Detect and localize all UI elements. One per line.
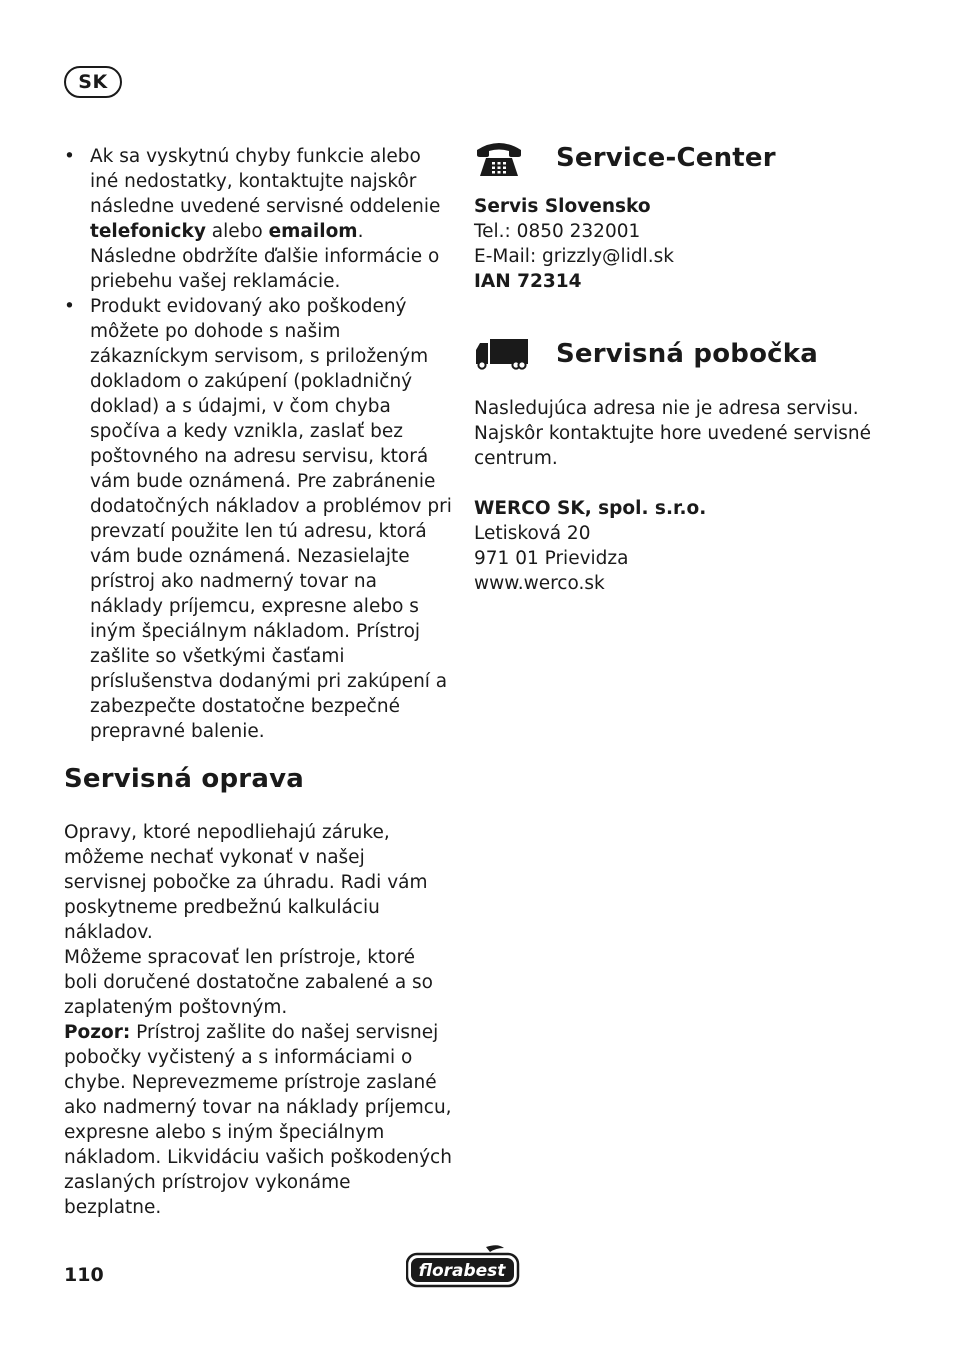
- bullet-text-2: [90, 296, 452, 742]
- right-column: [474, 136, 894, 596]
- repair-paragraph-1: Opravy, ktoré nepodliehajú záruke, môžeme nechať vykonať v našej servisnej pobočke za úhradu. Radi vám poskytneme predbežnú kalkuláciu nákladov.: [64, 822, 428, 943]
- bullet-item-1: • Ak sa vyskytnú chyby funkcie alebo iné nedostatky, kontaktujte najskôr následne uvedené servisné oddelenie telefonicky alebo emailom. Následne obdržíte ďalšie informácie o priebehu vašej reklamácie.: [64, 146, 441, 292]
- branch-street: Letisková 20: [474, 523, 591, 544]
- service-ian: [474, 269, 894, 294]
- page-number: 110: [64, 1264, 104, 1286]
- bullet-item-2: • Produkt evidovaný ako poškodený môžete po dohode s našim zákazníckym servisom, s priloženým dokladom o zakúpení (pokladničný doklad) a s údajmi, v čom chyba spočíva a kedy vznikla, zaslať bez poštovného na adresu servisu, ktorá vám bude oznámená. Pre zabránenie dodatočných nákladov a problémov pri prevzatí použite len tú adresu, ktorá vám bude oznámená. Nezasielajte prístroj ako nadmerný tovar na náklady príjemcu, expresne alebo s iným špeciálnym nákladom. Prístroj zašlite so všetkými časťami príslušenstva dodanými pri zakúpení a zabezpečte dostatočne bezpečné prepravné balenie.: [64, 296, 452, 742]
- language-badge: SK: [64, 66, 122, 98]
- text-run: Ak sa vyskytnú chyby funkcie alebo iné nedostatky, kontaktujte najskôr následne uvedené servisné oddelenie: [90, 146, 441, 217]
- service-name-text: Servis Slovensko: [474, 196, 651, 217]
- service-ian-text: IAN 72314: [474, 271, 582, 292]
- branch-heading: Servisná pobočka: [556, 339, 819, 369]
- repair-paragraph-2: Môžeme spracovať len prístroje, ktoré boli doručené dostatočne zabalené a so zaplateným poštovným.: [64, 947, 433, 1018]
- repair-warning: [64, 1020, 452, 1220]
- text-run: alebo: [205, 221, 269, 242]
- service-center-heading: Service-Center: [556, 143, 776, 173]
- left-column: [64, 144, 452, 1220]
- service-phone: Tel.: 0850 232001: [474, 221, 641, 242]
- branch-company-text: WERCO SK, spol. s.r.o.: [474, 498, 707, 519]
- telephone-icon: [474, 138, 530, 178]
- text-run: Produkt evidovaný ako poškodený môžete po dohode s našim zákazníckym servisom, s priloženým dokladom o zakúpení (pokladničný doklad) a s údajmi, v čom chyba spočíva a kedy vznikla, zaslať bez poštovného na adresu servisu, ktorá vám bude oznámená. Pre zabránenie dodatočných nákladov a problémov pri prevzatí použite len tú adresu, ktorá vám bude oznámená. Nezasielajte prístroj ako nadmerný tovar na náklady príjemcu, expresne alebo s iným špeciálnym nákladom. Prístroj zašlite so všetkými časťami príslušenstva dodanými pri zakúpení a zabezpečte dostatočne bezpečné prepravné balenie.: [90, 296, 452, 742]
- repair-heading: Servisná oprava: [64, 764, 304, 794]
- branch-company: [474, 496, 894, 521]
- warning-text: Prístroj zašlite do našej servisnej pobočky vyčistený a s informáciami o chybe. Neprevezmeme prístroje zaslané ako nadmerný tovar na náklady príjemcu, expresne alebo s iným špeciálnym nákladom. Likvidáciu vašich poškodených zaslaných prístrojov vykonáme bezplatne.: [64, 1022, 452, 1218]
- service-center-header: [474, 136, 894, 180]
- truck-icon: [474, 334, 530, 374]
- branch-website[interactable]: www.werco.sk: [474, 573, 605, 594]
- service-email: E-Mail: grizzly@lidl.sk: [474, 246, 674, 267]
- florabest-logo: [406, 1244, 520, 1288]
- warning-label: Pozor:: [64, 1022, 131, 1043]
- logo-text: florabest: [418, 1261, 506, 1281]
- text-run: . Následne obdržíte ďalšie informácie o priebehu vašej reklamácie.: [90, 221, 440, 292]
- text-run: emailom: [268, 221, 358, 242]
- branch-city: 971 01 Prievidza: [474, 548, 629, 569]
- branch-note: Nasledujúca adresa nie je adresa servisu. Najskôr kontaktujte hore uvedené servisné centrum.: [474, 398, 871, 469]
- branch-header: [474, 332, 894, 376]
- service-name: [474, 194, 894, 219]
- bullet-list: [64, 144, 452, 744]
- text-run: telefonicky: [90, 221, 206, 242]
- bullet-text-1: [90, 146, 440, 292]
